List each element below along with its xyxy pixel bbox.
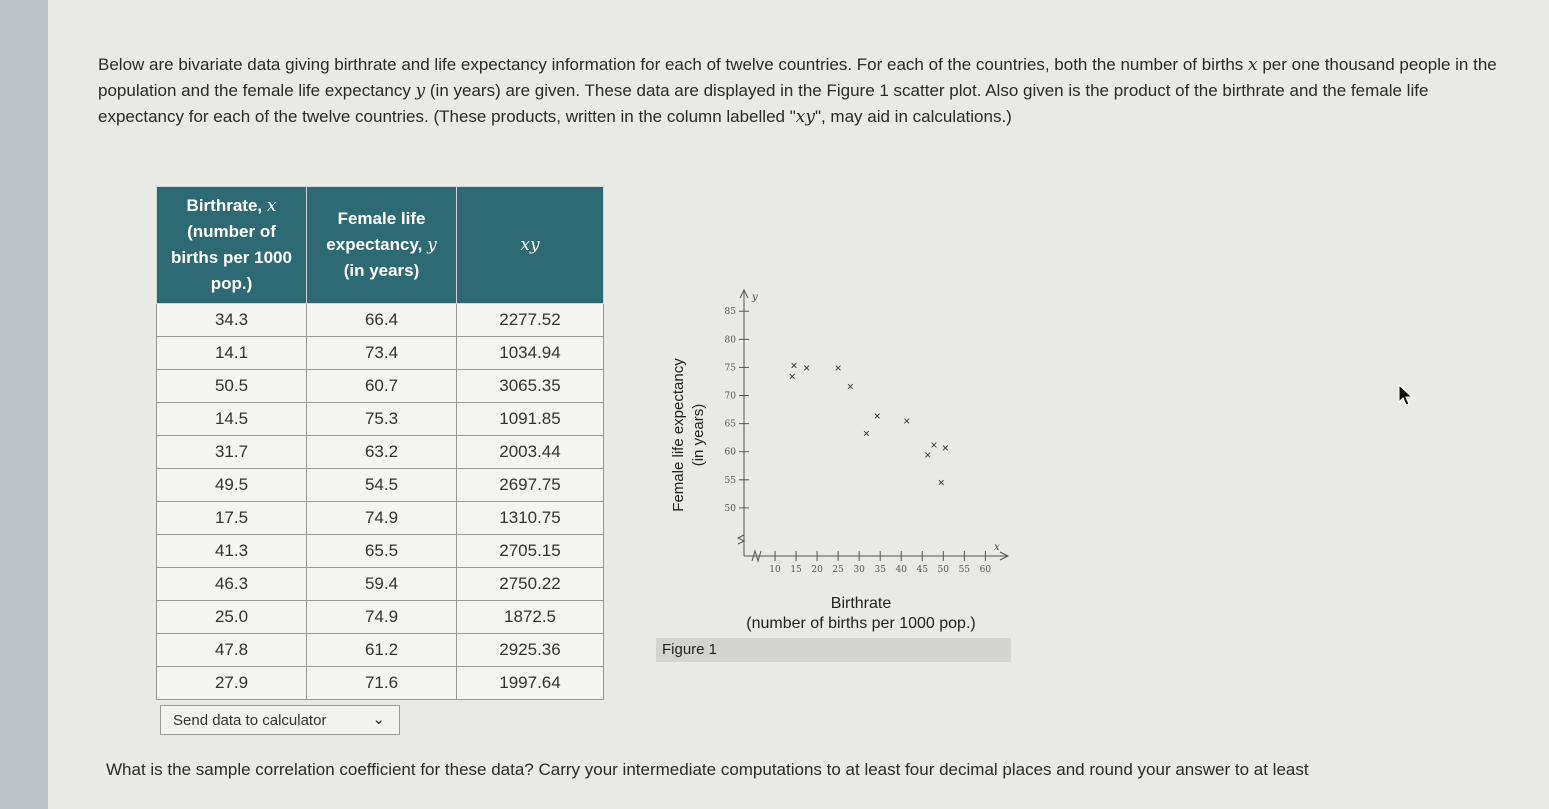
scatter-point: × <box>790 358 798 373</box>
table-row <box>157 634 604 667</box>
table-row <box>157 337 604 370</box>
scatter-y-axis-label <box>664 330 714 540</box>
intro-text-1: Below are bivariate data giving birthrate and life expectancy information for each of twelve countries. For each of the countries, both the number of births <box>98 55 1249 74</box>
cell-xy: 2697.75 <box>457 469 604 502</box>
cell-birthrate: 14.1 <box>157 337 307 370</box>
y-tick-label: 80 <box>724 335 736 346</box>
y-tick-label: 85 <box>724 307 736 318</box>
table-row <box>157 535 604 568</box>
xlabel-line1: Birthrate <box>830 595 892 612</box>
cell-xy: 1310.75 <box>457 502 604 535</box>
x-tick-label: 20 <box>811 565 823 575</box>
y-tick-label: 50 <box>724 503 736 514</box>
cell-xy: 1997.64 <box>457 667 604 700</box>
cell-birthrate: 25.0 <box>157 601 307 634</box>
mouse-cursor-icon <box>1398 384 1414 406</box>
scatter-point: × <box>937 475 945 490</box>
header-xy: xy <box>457 187 604 304</box>
cell-xy: 2705.15 <box>457 535 604 568</box>
cell-birthrate: 49.5 <box>157 469 307 502</box>
scatter-point: × <box>834 360 842 375</box>
y-tick-label: 65 <box>724 419 736 430</box>
cell-birthrate: 46.3 <box>157 568 307 601</box>
x-tick-label: 60 <box>979 565 992 575</box>
cell-xy: 2750.22 <box>457 568 604 601</box>
y-axis-break <box>738 535 744 544</box>
cell-xy: 2277.52 <box>457 304 604 337</box>
x-axis-break <box>752 551 761 561</box>
cell-xy: 1872.5 <box>457 601 604 634</box>
cell-birthrate: 47.8 <box>157 634 307 667</box>
intro-text-2: per one thousand people in the population and the female life expectancy <box>98 55 1497 100</box>
cell-life-expectancy: 74.9 <box>307 601 457 634</box>
scatter-point: × <box>873 408 881 423</box>
cell-life-expectancy: 54.5 <box>307 469 457 502</box>
table-row <box>157 370 604 403</box>
cell-birthrate: 27.9 <box>157 667 307 700</box>
y-tick-label: 55 <box>724 475 736 486</box>
table-row <box>157 403 604 436</box>
cell-life-expectancy: 74.9 <box>307 502 457 535</box>
scatter-point: × <box>924 448 932 463</box>
cell-xy: 2925.36 <box>457 634 604 667</box>
table-row <box>157 304 604 337</box>
cell-life-expectancy: 71.6 <box>307 667 457 700</box>
x-tick-label: 35 <box>874 565 886 575</box>
scatter-point: × <box>803 360 811 375</box>
xlabel-line2: (number of births per 1000 pop.) <box>746 615 976 632</box>
x-tick-label: 15 <box>790 565 802 575</box>
scatter-plot <box>718 280 1018 580</box>
scatter-point: × <box>903 413 911 428</box>
table-row <box>157 667 604 700</box>
table-row <box>157 568 604 601</box>
y-axis-var-label: y <box>752 292 758 303</box>
cell-life-expectancy: 75.3 <box>307 403 457 436</box>
x-tick-label: 55 <box>958 565 971 575</box>
scatter-point: × <box>862 426 870 441</box>
x-tick-label: 25 <box>832 565 844 575</box>
chevron-down-icon: ⌄ <box>372 711 385 728</box>
x-tick-label: 45 <box>916 565 929 575</box>
x-axis-var-label: x <box>994 542 1000 553</box>
left-edge-panel <box>0 0 48 809</box>
table-row <box>157 469 604 502</box>
cell-birthrate: 34.3 <box>157 304 307 337</box>
cell-xy: 3065.35 <box>457 370 604 403</box>
cell-xy: 2003.44 <box>457 436 604 469</box>
cell-life-expectancy: 65.5 <box>307 535 457 568</box>
header-birthrate: Birthrate, x (number of births per 1000 pop.) <box>157 187 307 304</box>
x-tick-label: 10 <box>769 565 781 575</box>
y-tick-label: 70 <box>724 391 736 402</box>
problem-intro <box>98 52 1518 130</box>
cell-life-expectancy: 66.4 <box>307 304 457 337</box>
cell-birthrate: 50.5 <box>157 370 307 403</box>
header-life-expectancy: Female life expectancy, y (in years) <box>307 187 457 304</box>
scatter-point: × <box>846 379 854 394</box>
x-tick-label: 50 <box>937 565 950 575</box>
cell-birthrate: 17.5 <box>157 502 307 535</box>
xy-variable: xy <box>795 107 815 127</box>
data-table <box>156 186 604 700</box>
question-text: What is the sample correlation coefficient for these data? Carry your intermediate computations to at least four decimal places and round your answer to at least <box>106 760 1309 779</box>
send-data-label: Send data to calculator <box>173 711 327 729</box>
y-tick-label: 75 <box>724 363 736 374</box>
table-header-row <box>157 187 604 304</box>
cell-life-expectancy: 73.4 <box>307 337 457 370</box>
cell-birthrate: 41.3 <box>157 535 307 568</box>
table-row <box>157 502 604 535</box>
scatter-point: × <box>788 369 796 384</box>
cell-life-expectancy: 59.4 <box>307 568 457 601</box>
x-tick-label: 30 <box>853 565 865 575</box>
cell-xy: 1091.85 <box>457 403 604 436</box>
scatter-point: × <box>941 440 949 455</box>
table-row <box>157 436 604 469</box>
y-variable: y <box>415 81 426 101</box>
cell-life-expectancy: 63.2 <box>307 436 457 469</box>
table-row <box>157 601 604 634</box>
cell-life-expectancy: 61.2 <box>307 634 457 667</box>
cell-life-expectancy: 60.7 <box>307 370 457 403</box>
intro-text-3: (in years) are given. These data are displayed in the Figure 1 scatter plot. Also given is the product of the birthrate and the female life expectancy for each of the twelve countries. (These products, written in the column labelled " <box>98 81 1429 126</box>
ylabel-line2: (in years) <box>690 403 707 467</box>
cell-xy: 1034.94 <box>457 337 604 370</box>
scatter-point: × <box>930 437 938 452</box>
x-variable: x <box>1248 55 1258 75</box>
cell-birthrate: 14.5 <box>157 403 307 436</box>
y-tick-label: 60 <box>724 447 736 458</box>
cell-birthrate: 31.7 <box>157 436 307 469</box>
scatter-x-axis-label <box>712 594 1010 634</box>
x-tick-label: 40 <box>895 565 907 575</box>
send-data-to-calculator-button[interactable] <box>160 705 400 735</box>
ylabel-line1: Female life expectancy <box>670 358 687 512</box>
figure-caption: Figure 1 <box>656 638 1011 662</box>
intro-text-4: ", may aid in calculations.) <box>814 107 1012 126</box>
